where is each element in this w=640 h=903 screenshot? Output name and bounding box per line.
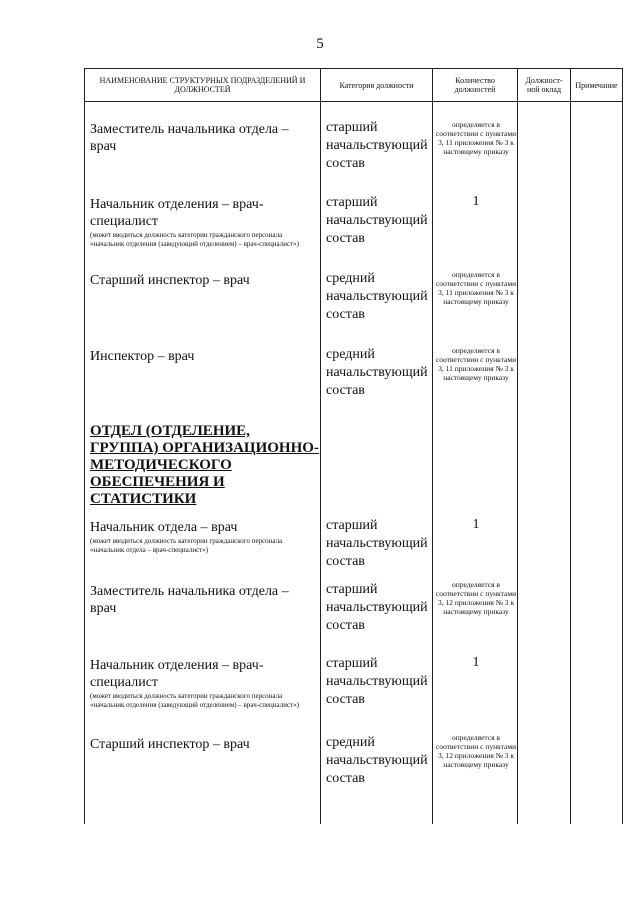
position-category: старший начальствующий состав bbox=[326, 656, 428, 707]
position-title: Начальник отделения – врач-специалист bbox=[90, 197, 264, 229]
position-category: старший начальствующий состав bbox=[326, 120, 428, 171]
position-name bbox=[90, 519, 318, 555]
position-quantity: определяется в соответствии с пунктами 3, 11 приложения № 3 к настоящему приказу bbox=[435, 346, 517, 382]
table-header-border bbox=[84, 101, 622, 102]
position-quantity: определяется в соответствии с пунктами 3, 11 приложения № 3 к настоящему приказу bbox=[435, 120, 517, 156]
header-salary-column: Должност-ной оклад bbox=[525, 76, 563, 94]
position-category: средний начальствующий состав bbox=[326, 735, 428, 786]
position-name bbox=[90, 657, 318, 710]
position-name bbox=[90, 736, 318, 753]
position-category: старший начальствующий состав bbox=[326, 582, 428, 633]
section-title: ОТДЕЛ (ОТДЕЛЕНИЕ, ГРУППА) ОРГАНИЗАЦИОННО-МЕТОДИЧЕСКОГО ОБЕСПЕЧЕНИЯ И СТАТИСТИКИ bbox=[90, 423, 319, 507]
position-name bbox=[90, 196, 318, 249]
position-category: старший начальствующий состав bbox=[326, 195, 428, 246]
position-title: Начальник отделения – врач-специалист bbox=[90, 658, 264, 690]
header-quantity-column: Количество должностей bbox=[454, 76, 496, 94]
position-name bbox=[90, 272, 318, 289]
position-quantity: 1 bbox=[472, 517, 480, 532]
table-divider-4 bbox=[570, 68, 571, 824]
position-note: (может вводиться должность категории гражданского персонала «начальник отделения (заведующий отделением) – врач-специалист») bbox=[90, 231, 299, 248]
table-divider-2 bbox=[432, 68, 433, 824]
header-name-column: НАИМЕНОВАНИЕ СТРУКТУРНЫХ ПОДРАЗДЕЛЕНИЙ И ДОЛЖНОСТЕЙ bbox=[99, 76, 306, 94]
position-name bbox=[90, 121, 318, 155]
position-quantity: определяется в соответствии с пунктами 3, 11 приложения № 3 к настоящему приказу bbox=[435, 270, 517, 306]
position-quantity: 1 bbox=[472, 194, 480, 209]
position-title: Начальник отдела – врач bbox=[90, 520, 238, 535]
position-note: (может вводиться должность категории гражданского персонала «начальник отделения (заведующий отделением) – врач-специалист») bbox=[90, 692, 299, 709]
position-quantity: определяется в соответствии с пунктами 3, 12 приложения № 3 к настоящему приказу bbox=[435, 733, 517, 769]
table-divider-3 bbox=[517, 68, 518, 824]
header-category-column: Категория должности bbox=[339, 80, 414, 90]
position-category: средний начальствующий состав bbox=[326, 347, 428, 398]
position-note: (может вводиться должность категории гражданского персонала «начальник отдела – врач-специалист») bbox=[90, 537, 283, 554]
table-border-right bbox=[622, 68, 623, 824]
position-title: Инспектор – врач bbox=[90, 349, 195, 364]
position-title: Старший инспектор – врач bbox=[90, 273, 250, 288]
header-note-column: Примечание bbox=[575, 80, 618, 90]
position-title: Заместитель начальника отдела – врач bbox=[90, 122, 289, 154]
table-divider-1 bbox=[320, 68, 321, 824]
position-category: средний начальствующий состав bbox=[326, 271, 428, 322]
position-name bbox=[90, 348, 318, 365]
page-number: 5 bbox=[316, 36, 324, 52]
position-title: Заместитель начальника отдела – врач bbox=[90, 584, 289, 616]
table-border-left bbox=[84, 68, 85, 824]
position-name bbox=[90, 583, 318, 617]
position-quantity: определяется в соответствии с пунктами 3, 12 приложения № 3 к настоящему приказу bbox=[435, 580, 517, 616]
position-quantity: 1 bbox=[472, 655, 480, 670]
position-title: Старший инспектор – врач bbox=[90, 737, 250, 752]
position-category: старший начальствующий состав bbox=[326, 518, 428, 569]
